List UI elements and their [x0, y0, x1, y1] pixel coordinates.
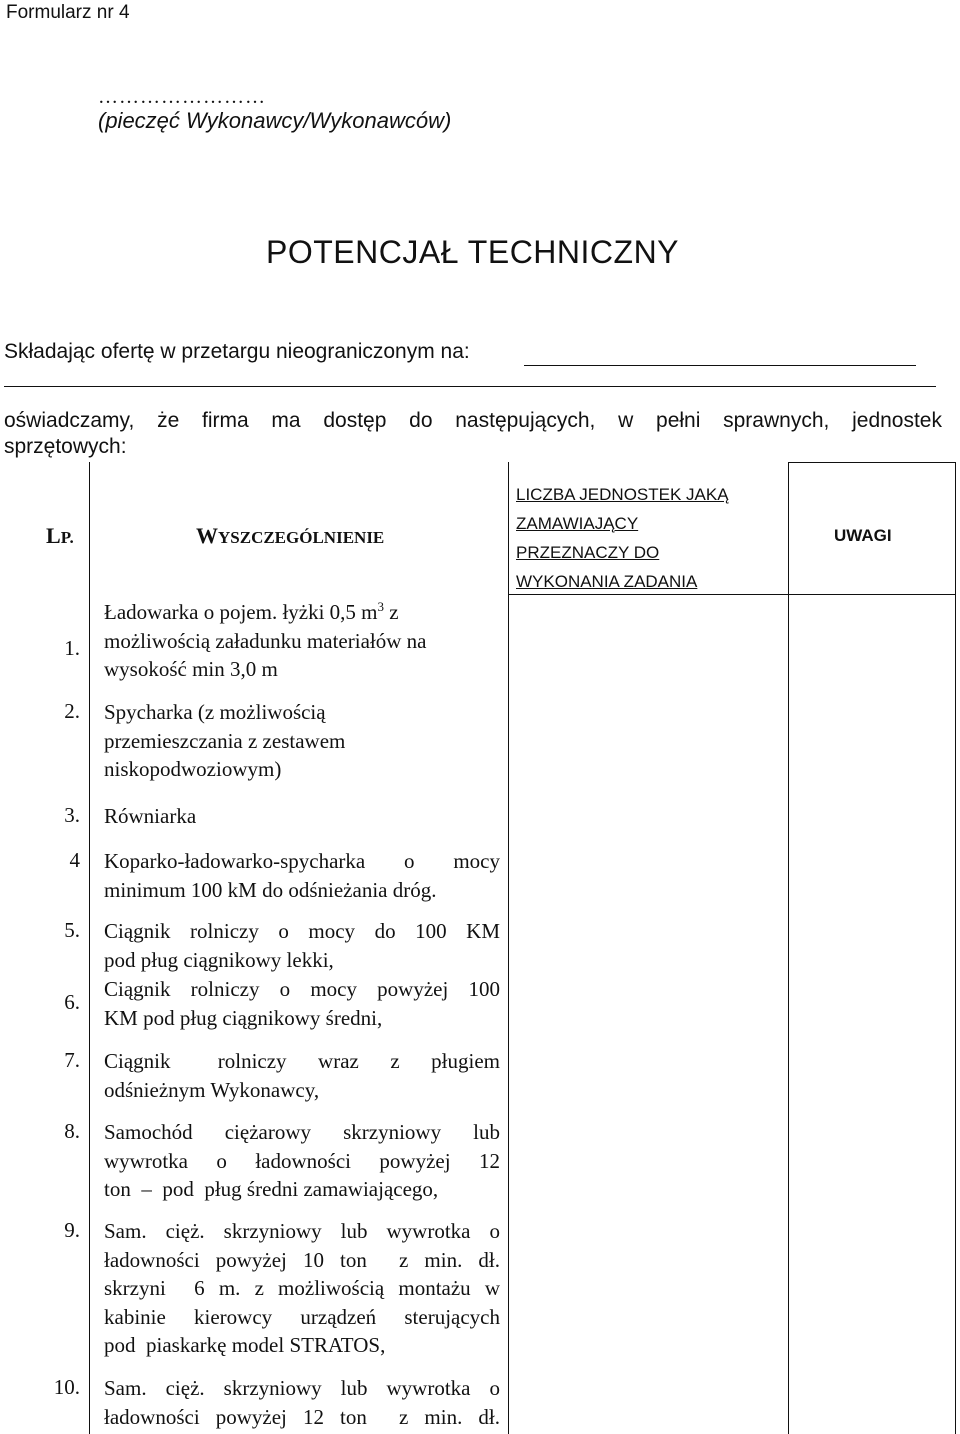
page-title: POTENCJAŁ TECHNICZNY [266, 234, 680, 270]
row-description: Równiarka [104, 804, 197, 828]
table-divider [508, 462, 509, 1434]
row-number: 6. [64, 990, 80, 1014]
row-description: Ciągnik rolniczy o mocy powyżej 100 KM pod pług ciągnikowy średni, [104, 977, 500, 1030]
row-number: 4 [69, 848, 80, 872]
table-divider [788, 462, 789, 1434]
col-header-description: WYSZCZEGÓLNIENIE [196, 523, 385, 548]
table-divider [789, 462, 956, 463]
table-divider [955, 462, 956, 1434]
col-header-unit-count: LICZBA JEDNOSTEK JAKĄ ZAMAWIAJĄCY PRZEZNACZY DO WYKONANIA ZADANIA [516, 485, 729, 591]
declaration-line-1: oświadczamy, że firma ma dostęp do następujących, w pełni sprawnych, jednostek [4, 409, 942, 432]
row-description: Ładowarka o pojem. łyżki 0,5 $m^3$ z możliwością załadunku materiałów na wysokość min 3,0 m [104, 599, 427, 681]
row-description: Samochód ciężarowy skrzyniowy lub wywrotka o ładowności powyżej 12 ton – pod pług średni zamawiającego, [104, 1120, 500, 1201]
row-number: 10. [53, 1375, 80, 1399]
row-description: Koparko-ładowarko-spycharka o mocy minimum 100 kM do odśnieżania dróg. [104, 849, 500, 902]
row-number: 9. [64, 1218, 80, 1242]
col-header-lp: LP. [46, 523, 74, 548]
stamp-label: (pieczęć Wykonawcy/Wykonawców) [98, 108, 452, 133]
intro-text: Składając ofertę w przetargu nieograniczonym na: [4, 340, 470, 363]
row-number: 1. [64, 636, 80, 660]
row-description: Ciągnik rolniczy wraz z pługiem odśnieżnym Wykonawcy, [104, 1049, 500, 1102]
fill-line-2[interactable] [4, 386, 936, 387]
form-number: Formularz nr 4 [6, 2, 130, 23]
row-number: 7. [64, 1048, 80, 1072]
row-number: 2. [64, 699, 80, 723]
row-description: Spycharka (z możliwością przemieszczania z zestawem niskopodwoziowym) [104, 700, 346, 781]
row-description: Sam. cięż. skrzyniowy lub wywrotka o ładowności powyżej 10 ton z min. dł. skrzyni 6 m. z możliwością montażu w kabinie kierowcy urządzeń sterujących pod piaskarkę model STRATOS, [104, 1219, 500, 1357]
table-divider [89, 462, 90, 1434]
stamp-dots: …………………… [98, 86, 266, 108]
row-number: 8. [64, 1119, 80, 1143]
row-description: Sam. cięż. skrzyniowy lub wywrotka o ładowności powyżej 12 ton z min. dł. [104, 1376, 500, 1429]
col-header-notes: UWAGI [834, 526, 892, 545]
declaration-line-2: sprzętowych: [4, 435, 127, 458]
row-description: Ciągnik rolniczy o mocy do 100 KM pod pług ciągnikowy lekki, [104, 919, 500, 972]
fill-line-1[interactable] [524, 365, 916, 366]
row-number: 5. [64, 918, 80, 942]
row-number: 3. [64, 803, 80, 827]
